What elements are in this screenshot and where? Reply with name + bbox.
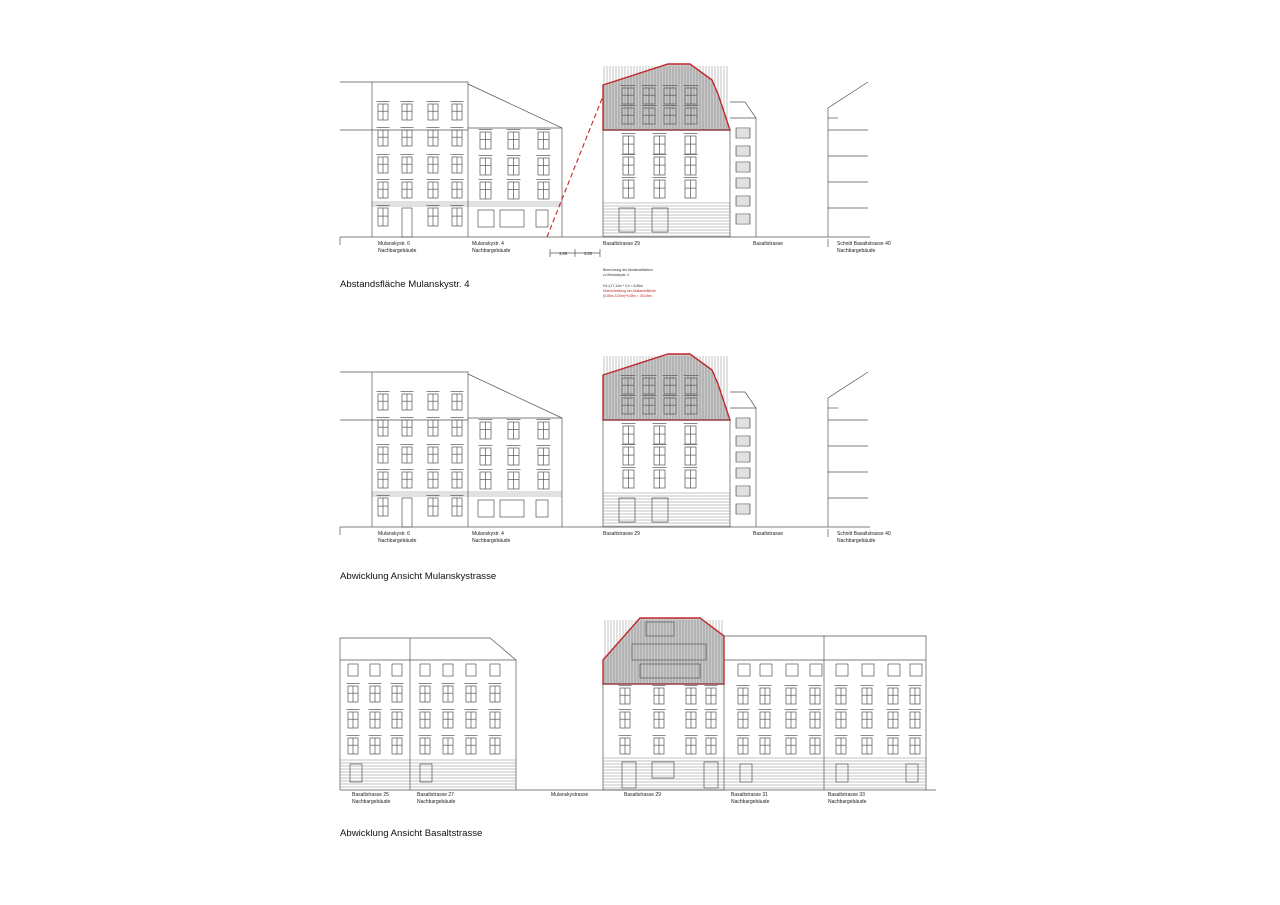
- elevation-mulanskystr-abstandsflaeche: [340, 64, 870, 257]
- building-outline-mulanskystr-6: [340, 82, 468, 237]
- dormer: [466, 664, 476, 676]
- drawing-title: Abstandsfläche Mulanskystr. 4: [340, 279, 470, 290]
- shop-window: [350, 764, 362, 782]
- shop-window: [652, 498, 668, 522]
- building-label: Mulanskystr. 6 Nachbargebäude: [378, 241, 417, 254]
- dormer: [910, 664, 922, 676]
- dormer: [810, 664, 822, 676]
- dimension-label: 3,85: [559, 251, 568, 256]
- distance-area-line: [547, 96, 603, 237]
- dormer: [888, 664, 900, 676]
- entrance-door: [704, 762, 718, 788]
- street-label: Basaltstrasse: [753, 531, 784, 537]
- building-label: Basaltstrasse 33 Nachbargebäude: [828, 792, 867, 805]
- section-outline-basaltstrasse-40: [828, 372, 868, 527]
- shop-window: [478, 210, 494, 227]
- building-label: Basaltstrasse 25 Nachbargebäude: [352, 792, 391, 805]
- building-label: Basaltstrasse 29: [624, 792, 661, 798]
- dormer: [836, 664, 848, 676]
- building-label: Schnitt Basaltstrasse 40 Nachbargebäude: [837, 241, 891, 254]
- dormer: [348, 664, 358, 676]
- building-label: Basaltstrasse 27 Nachbargebäude: [417, 792, 456, 805]
- shop-window: [420, 764, 432, 782]
- shop-window: [500, 210, 524, 227]
- building-label: Basaltstrasse 29: [603, 531, 640, 537]
- shop-window: [536, 210, 548, 227]
- dormer: [738, 664, 750, 676]
- building-label: Mulanskystr. 4 Nachbargebäude: [472, 531, 511, 544]
- dormer: [490, 664, 500, 676]
- elevation-basaltstrasse: [340, 618, 936, 790]
- shop-window: [500, 500, 524, 517]
- building-label: Schnitt Basaltstrasse 40 Nachbargebäude: [837, 531, 891, 544]
- elevation-mulanskystrasse: [340, 354, 870, 537]
- street-label: Mulanskystrasse: [551, 792, 589, 798]
- section-outline-basaltstrasse-40: [828, 82, 868, 237]
- shop-window: [478, 500, 494, 517]
- dormer: [786, 664, 798, 676]
- building-outline-mulanskystr-6: [340, 372, 468, 527]
- building-label: Mulanskystr. 4 Nachbargebäude: [472, 241, 511, 254]
- street-label: Basaltstrasse: [753, 241, 784, 247]
- dormer: [420, 664, 430, 676]
- building-outline-basaltstrasse-25-27: [340, 638, 516, 790]
- dimension-label: 3,00: [584, 251, 593, 256]
- drawing-title: Abwicklung Ansicht Mulanskystrasse: [340, 571, 497, 582]
- building-label: Basaltstrasse 29: [603, 241, 640, 247]
- dormer: [392, 664, 402, 676]
- shop-window: [652, 208, 668, 232]
- dormer: [370, 664, 380, 676]
- shop-window: [536, 500, 548, 517]
- building-label: Basaltstrasse 31 Nachbargebäude: [731, 792, 770, 805]
- dormer: [760, 664, 772, 676]
- shop-window: [619, 208, 635, 232]
- shop-window: [619, 498, 635, 522]
- dormer: [443, 664, 453, 676]
- drawing-title: Abwicklung Ansicht Basaltstrasse: [340, 828, 483, 839]
- distance-calculation-note: Berechnung der Abstandsflächen zu Mulanskystr. 4 H1=(17,14m * 0,4 = 6,86m Überschreitung der Abstandsfläche (6,86m-3,00m)*9,08m = 35,05m²: [603, 268, 656, 298]
- dormer: [862, 664, 874, 676]
- entrance-door: [402, 208, 412, 237]
- entrance-door: [402, 498, 412, 527]
- entrance-door: [622, 762, 636, 788]
- building-label: Mulanskystr. 6 Nachbargebäude: [378, 531, 417, 544]
